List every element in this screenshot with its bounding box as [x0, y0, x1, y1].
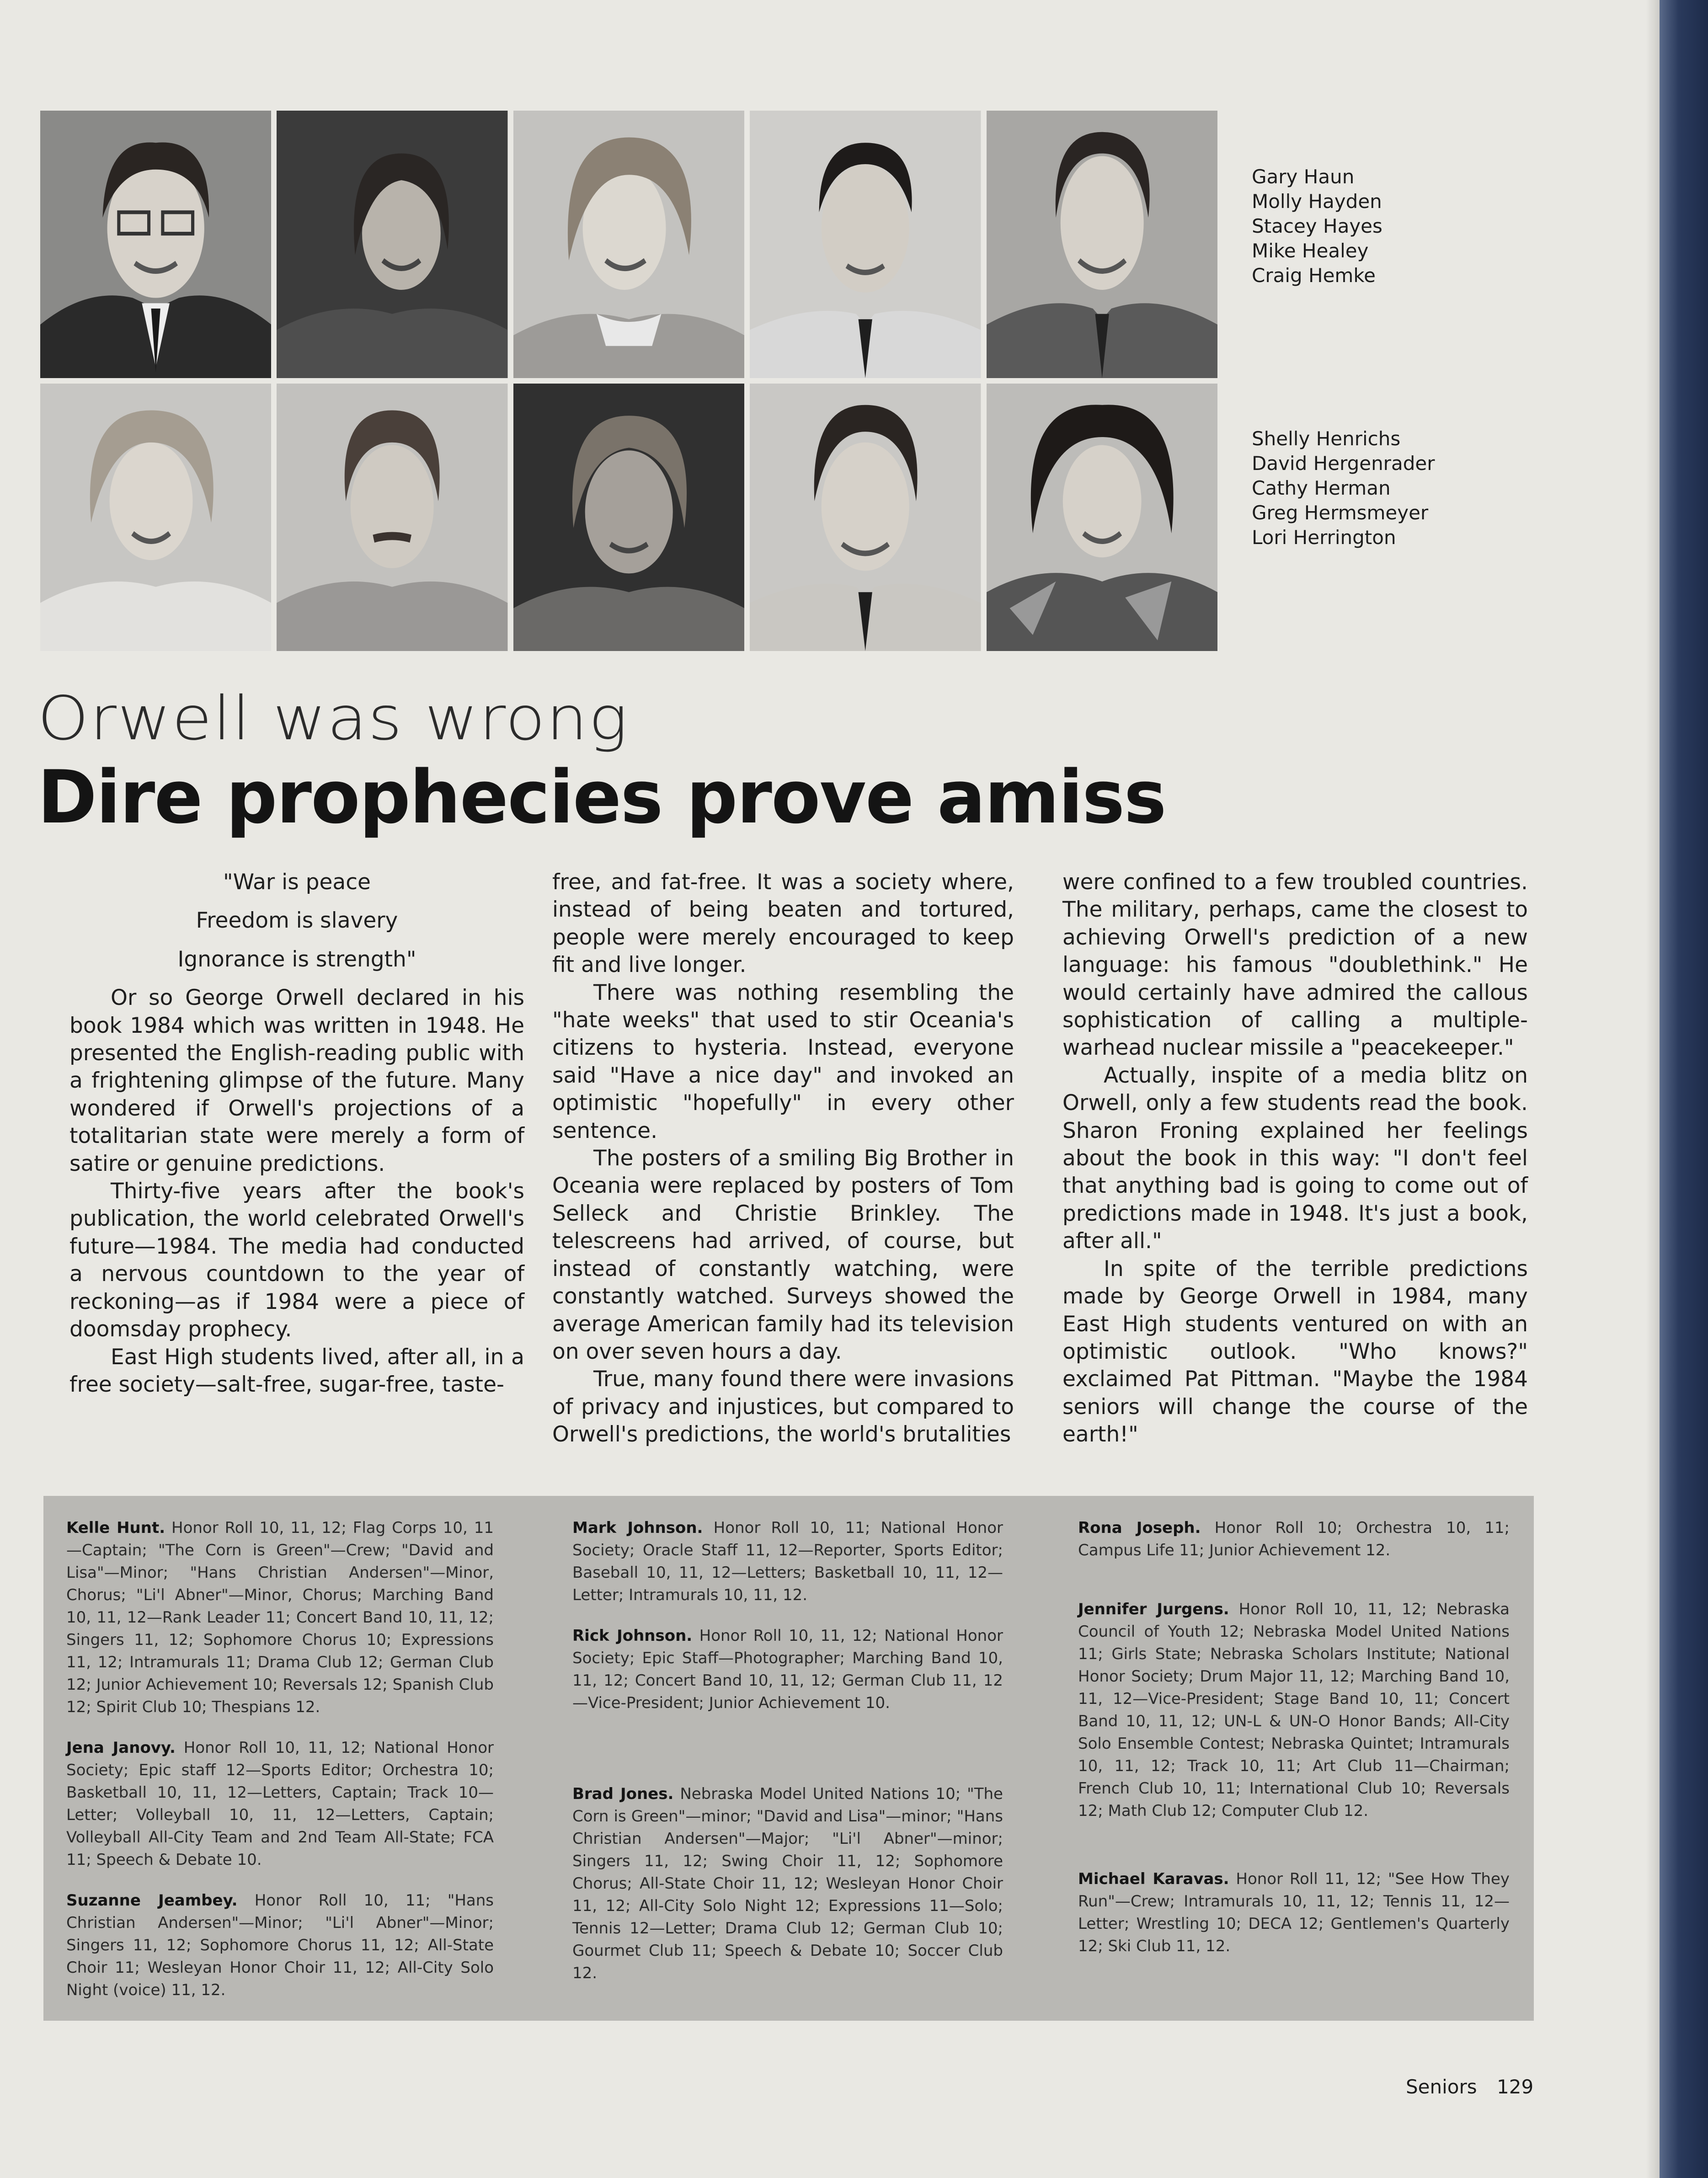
- activity-list: Honor Roll 10, 11, 12; National Honor Society; Epic Staff—Photographer; Marching Band 10, 11, 12; Concert Band 10, 11, 12; German Club 11, 12—Vice-President; Junior Achievement 10.: [572, 1627, 1003, 1712]
- activity-list: Honor Roll 11, 12; "See How They Run"—Crew; Intramurals 10, 11, 12; Tennis 11, 12—Letter; Wrestling 10; DECA 12; Gentlemen's Quarterly 12; Ski Club 11, 12.: [1078, 1870, 1510, 1955]
- article-column-2: [552, 869, 1014, 1449]
- activity-entry: [66, 1737, 494, 1871]
- quote-line: Freedom is slavery: [196, 908, 398, 934]
- activity-student-name: Brad Jones.: [572, 1785, 674, 1803]
- activity-entry: [66, 1890, 494, 2002]
- portrait-photo: [277, 111, 507, 378]
- portrait-photo: [277, 384, 507, 651]
- portrait-photo: [987, 111, 1217, 378]
- article-paragraph: free, and fat-free. It was a society where, instead of being beaten and tortured, people were merely encouraged to keep fit and live longer.: [552, 870, 1014, 978]
- article-paragraph: Thirty-five years after the book's publication, the world celebrated Orwell's future—1984. The media had conducted a nervous countdown to the year of reckoning—as if 1984 were a piece of doomsday prophecy.: [69, 1179, 524, 1342]
- portrait-photo: [513, 111, 744, 378]
- article-paragraph: Or so George Orwell declared in his book 1984 which was written in 1948. He presented the English-reading public with a frightening glimpse of the future. Many wondered if Orwell's projections of a totalitarian state were merely a form of satire or genuine predictions.: [69, 985, 524, 1176]
- book-binding: [1660, 0, 1708, 2178]
- name-list-top-row: [1252, 165, 1382, 288]
- activity-student-name: Rona Joseph.: [1078, 1519, 1201, 1537]
- activity-entry: [572, 1517, 1003, 1607]
- section-label: Seniors: [1406, 2076, 1477, 2098]
- activity-student-name: Michael Karavas.: [1078, 1870, 1229, 1888]
- page-gutter-shadow: [1646, 0, 1660, 2178]
- student-name: Cathy Herman: [1252, 477, 1391, 499]
- article-paragraph: In spite of the terrible predictions made by George Orwell in 1984, many East High students ventured on with an optimistic outlook. "Who knows?" exclaimed Pat Pittman. "Maybe the 1984 seniors will change the course of the earth!": [1062, 1256, 1528, 1447]
- student-name: Mike Healey: [1252, 240, 1369, 262]
- article-paragraph: were confined to a few troubled countries. The military, perhaps, came the closest to achieving Orwell's prediction of a new language: his famous "doublethink." He would certainly have admired the callous sophistication of calling a multiple-warhead nuclear missile a "peacekeeper.": [1062, 870, 1528, 1061]
- article-paragraph: Actually, inspite of a media blitz on Orwell, only a few students read the book. Sharon Froning explained her feelings about the book in this way: "I don't feel that anything bad is going to come out of predictions made in 1948. It's just a book, after all.": [1062, 1062, 1528, 1254]
- activity-entry: [1078, 1868, 1510, 1958]
- article-column-3: [1062, 869, 1528, 1449]
- student-name: Gary Haun: [1252, 165, 1355, 188]
- activity-list: Honor Roll 10; Orchestra 10, 11; Campus Life 11; Junior Achievement 12.: [1078, 1519, 1510, 1559]
- student-name: Molly Hayden: [1252, 190, 1382, 213]
- page-footer: [1406, 2076, 1533, 2098]
- activity-list: Honor Roll 10, 11, 12; Flag Corps 10, 11—Captain; "The Corn is Green"—Crew; "David and Lisa"—Minor; "Hans Christian Andersen"—Minor, Chorus; "Li'l Abner"—Minor, Chorus; Marching Band 10, 11, 12—Rank Leader 11; Concert Band 10, 11, 12; Singers 11, 12; Sophomore Chorus 10; Expressions 11, 12; Intramurals 11; Drama Club 12; German Club 12; Junior Achievement 10; Reversals 12; Spanish Club 12; Spirit Club 10; Thespians 12.: [66, 1519, 494, 1716]
- activity-entry: [66, 1517, 494, 1719]
- portrait-photo: [987, 384, 1217, 651]
- activity-entry: [572, 1783, 1003, 1985]
- activity-student-name: Jennifer Jurgens.: [1078, 1600, 1229, 1618]
- activity-list: Honor Roll 10, 11; National Honor Society; Oracle Staff 11, 12—Reporter, Sports Editor; Baseball 10, 11, 12—Letters; Basketball 10, 11, 12—Letter; Intramurals 10, 11, 12.: [572, 1519, 1003, 1604]
- activity-list: Nebraska Model United Nations 10; "The Corn is Green"—minor; "David and Lisa"—minor; "Hans Christian Andersen"—Major; "Li'l Abner"—minor; Singers 11, 12; Swing Choir 11, 12; Sophomore Chorus; All-State Choir 11, 12; Wesleyan Honor Choir 11, 12; All-City Solo Night 12; Expressions 11—Solo; Tennis 12—Letter; Drama Club 12; German Club 10; Gourmet Club 11; Speech & Debate 10; Soccer Club 12.: [572, 1785, 1003, 1982]
- activity-list: Honor Roll 10, 11, 12; Nebraska Council of Youth 12; Nebraska Model United Nations 11; Girls State; Nebraska Scholars Institute; National Honor Society; Drum Major 11, 12; Marching Band 10, 11, 12—Vice-President; Stage Band 10, 11; Concert Band 10, 11, 12; UN-L & UN-O Honor Bands; All-City Solo Ensemble Contest; Nebraska Quintet; Intramurals 10, 11, 12; Track 10, 11; Art Club 11—Chairman; French Club 10, 11; International Club 10; Reversals 12; Math Club 12; Computer Club 12.: [1078, 1600, 1510, 1820]
- activity-list: Honor Roll 10, 11; "Hans Christian Andersen"—Minor; "Li'l Abner"—Minor; Singers 11, 12; Sophomore Chorus 11, 12; All-State Choir 11; Wesleyan Honor Choir 11, 12; All-City Solo Night (voice) 11, 12.: [66, 1891, 494, 1999]
- portrait-grid: [40, 111, 1217, 651]
- activity-student-name: Suzanne Jeambey.: [66, 1891, 238, 1910]
- activities-column-1: [66, 1517, 494, 2020]
- portrait-photo: [40, 384, 271, 651]
- activity-entry: [1078, 1598, 1510, 1822]
- article-paragraph: The posters of a smiling Big Brother in Oceania were replaced by posters of Tom Selleck and Christie Brinkley. The telescreens had arrived, of course, but instead of constantly watching, were constantly watched. Surveys showed the average American family had its television on over seven hours a day.: [552, 1146, 1014, 1364]
- page-number: 129: [1497, 2076, 1534, 2098]
- activity-student-name: Mark Johnson.: [572, 1519, 703, 1537]
- student-name: Shelly Henrichs: [1252, 427, 1401, 450]
- quote-line: Ignorance is strength": [177, 946, 416, 972]
- portrait-photo: [513, 384, 744, 651]
- activity-entry: [1078, 1517, 1510, 1562]
- student-name: David Hergenrader: [1252, 452, 1435, 475]
- name-list-bottom-row: [1252, 427, 1435, 550]
- activity-student-name: Kelle Hunt.: [66, 1519, 165, 1537]
- activity-student-name: Jena Janovy.: [66, 1739, 176, 1757]
- activity-list: Honor Roll 10, 11, 12; National Honor Society; Epic staff 12—Sports Editor; Orchestra 10; Basketball 10, 11, 12—Letters, Captain; Track 10—Letter; Volleyball 10, 11, 12—Letters, Captain; Volleyball All-City Team and 2nd Team All-State; FCA 11; Speech & Debate 10.: [66, 1739, 494, 1869]
- activity-entry: [572, 1625, 1003, 1714]
- quote-line: "War is peace: [223, 870, 371, 895]
- portrait-photo: [750, 384, 981, 651]
- article-paragraph: East High students lived, after all, in a free society—salt-free, sugar-free, taste-: [69, 1344, 524, 1397]
- portrait-photo: [40, 111, 271, 378]
- activities-column-2: [572, 1517, 1003, 2003]
- activities-column-3: [1078, 1517, 1510, 1976]
- student-name: Greg Hermsmeyer: [1252, 502, 1429, 524]
- article-column-1: [69, 869, 524, 1399]
- portrait-photo: [750, 111, 981, 378]
- student-name: Stacey Hayes: [1252, 215, 1382, 237]
- student-name: Lori Herrington: [1252, 526, 1396, 549]
- article-paragraph: There was nothing resembling the "hate weeks" that used to stir Oceania's citizens to hysteria. Instead, everyone said "Have a nice day" and invoked an optimistic "hopefully" in every other sentence.: [552, 980, 1014, 1143]
- article-paragraph: True, many found there were invasions of privacy and injustices, but compared to Orwell's predictions, the world's brutalities: [552, 1367, 1014, 1447]
- article-kicker: Orwell was wrong: [37, 683, 629, 754]
- activity-student-name: Rick Johnson.: [572, 1627, 693, 1645]
- student-name: Craig Hemke: [1252, 264, 1376, 287]
- article-headline: Dire prophecies prove amiss: [37, 754, 1166, 840]
